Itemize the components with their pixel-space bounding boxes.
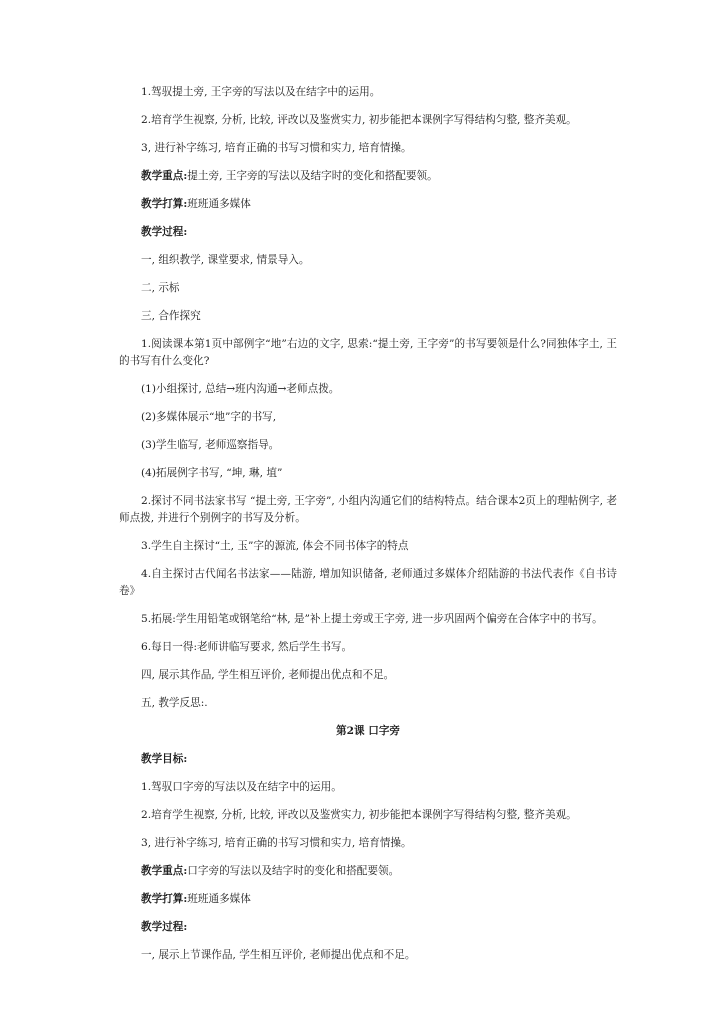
lesson1-goal-3: 3, 进行补字练习, 培育正确的书写习惯和实力, 培育情操。 — [141, 142, 412, 154]
preparation-text: 班班通多媒体 — [187, 893, 251, 905]
lesson2-process-heading: 教学过程: — [141, 921, 188, 933]
preparation-label: 教学打算: — [141, 198, 188, 210]
lesson1-goal-1: 1.驾驭提土旁, 王字旁的写法以及在结字中的运用。 — [141, 86, 381, 98]
lesson1-goal-2: 2.培育学生视察, 分析, 比较, 评改以及鉴赏实力, 初步能把本课例字写得结构匀整, 整齐美观。 — [141, 114, 577, 126]
lesson2-process-step-1: 一, 展示上节课作品, 学生相互评价, 老师提出优点和不足。 — [141, 949, 416, 961]
lesson1-process-heading: 教学过程: — [141, 226, 188, 238]
process-item-1: 1.阅读课本第1页中部例字“地”右边的文字, 思索:“提土旁, 王字旁”的书写要领是什么?同独体字土, 王的书写有什么变化? — [119, 338, 617, 367]
key-points-text: 提土旁, 王字旁的写法以及结字时的变化和搭配要领。 — [187, 170, 438, 182]
process-item-3: 3.学生自主探讨“土, 玉”字的源流, 体会不同书体字的特点 — [141, 540, 409, 552]
process-step-4: 四, 展示其作品, 学生相互评价, 老师提出优点和不足。 — [141, 669, 395, 681]
process-sub-1: (1)小组探讨, 总结→班内沟通→老师点拨。 — [141, 383, 340, 395]
process-item-6: 6.每日一得:老师讲临写要求, 然后学生书写。 — [141, 641, 353, 653]
preparation-text: 班班通多媒体 — [187, 198, 251, 210]
lesson1-preparation — [119, 196, 617, 213]
process-sub-3: (3)学生临写, 老师巡察指导。 — [141, 439, 280, 451]
process-sub-2: (2)多媒体展示“地”字的书写, — [141, 411, 277, 423]
process-step-1: 一, 组织教学, 课堂要求, 情景导入。 — [141, 254, 310, 266]
lesson2-preparation — [119, 891, 617, 908]
lesson2-title: 第2课 口字旁 — [335, 725, 401, 737]
preparation-label: 教学打算: — [141, 893, 188, 905]
process-step-3: 三, 合作探究 — [141, 310, 201, 322]
document-body — [119, 84, 617, 964]
lesson2-goals-heading: 教学目标: — [141, 753, 188, 765]
process-step-5: 五, 教学反思:. — [141, 697, 208, 709]
key-points-text: 口字旁的写法以及结字时的变化和搭配要领。 — [187, 865, 400, 877]
process-sub-4: (4)拓展例字书写, “坤, 琳, 埴” — [141, 467, 283, 479]
lesson2-key-points — [119, 863, 617, 880]
key-points-label: 教学重点: — [141, 865, 188, 877]
process-step-2: 二, 示标 — [141, 282, 180, 294]
lesson2-goal-2: 2.培育学生视察, 分析, 比较, 评改以及鉴赏实力, 初步能把本课例字写得结构匀整, 整齐美观。 — [141, 809, 577, 821]
key-points-label: 教学重点: — [141, 170, 188, 182]
lesson2-goal-1: 1.驾驭口字旁的写法以及在结字中的运用。 — [141, 781, 342, 793]
lesson2-goal-3: 3, 进行补字练习, 培育正确的书写习惯和实力, 培育情操。 — [141, 837, 412, 849]
process-item-4: 4.自主探讨古代闻名书法家——陆游, 增加知识储备, 老师通过多媒体介绍陆游的书法代表作《自书诗卷》 — [119, 568, 617, 597]
process-item-2: 2.探讨不同书法家书写 “提土旁, 王字旁”, 小组内沟通它们的结构特点。结合课本2页上的理帖例字, 老师点拨, 并进行个别例字的书写及分析。 — [119, 495, 617, 524]
lesson1-key-points — [119, 168, 617, 185]
process-item-5: 5.拓展:学生用铅笔或钢笔给“林, 是”补上提土旁或王字旁, 进一步巩固两个偏旁在合体字中的书写。 — [141, 613, 603, 625]
